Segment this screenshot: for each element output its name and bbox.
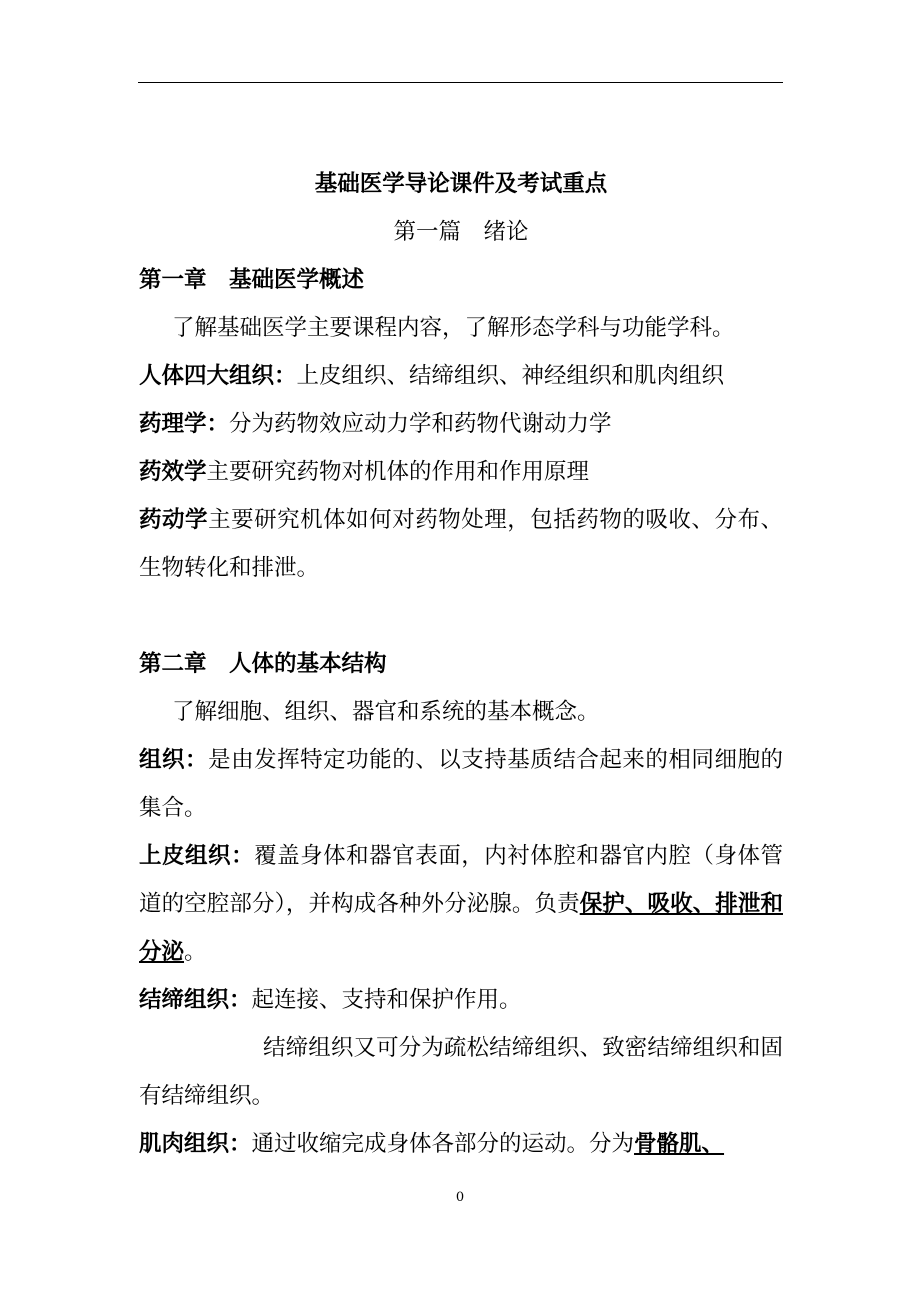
document-title: 基础医学导论课件及考试重点 bbox=[314, 171, 608, 197]
connective-subtypes: 结缔组织又可分为疏松结缔组织、致密结缔组织和固有结缔组织。 bbox=[139, 1035, 783, 1109]
chapter2-heading: 第二章 人体的基本结构 bbox=[139, 651, 387, 677]
page-number: 0 bbox=[455, 1190, 465, 1205]
section-spacer bbox=[139, 592, 783, 640]
part-heading: 第一篇 绪论 bbox=[393, 219, 529, 245]
epithelial-definition: 上皮组织：覆盖身体和器官表面，内衬体腔和器官内腔（身体管道的空腔部分），并构成各种外分泌腺。负责保护、吸收、排泄和分泌。 bbox=[139, 843, 783, 965]
pharmacokinetics-definition: 药动学主要研究机体如何对药物处理，包括药物的吸收、分布、生物转化和排泄。 bbox=[139, 507, 783, 581]
chapter1-heading: 第一章 基础医学概述 bbox=[139, 267, 365, 293]
tissue-definition: 组织：是由发挥特定功能的、以支持基质结合起来的相同细胞的集合。 bbox=[139, 747, 783, 821]
chapter2-intro: 了解细胞、组织、器官和系统的基本概念。 bbox=[172, 699, 600, 725]
chapter1-intro: 了解基础医学主要课程内容，了解形态学科与功能学科。 bbox=[172, 315, 735, 341]
document-body bbox=[139, 160, 783, 1168]
header-rule bbox=[138, 82, 783, 83]
muscle-definition: 肌肉组织：通过收缩完成身体各部分的运动。分为骨骼肌、 bbox=[139, 1131, 725, 1157]
pharmacodynamics-definition: 药效学主要研究药物对机体的作用和作用原理 bbox=[139, 459, 590, 485]
tissues-definition: 人体四大组织：上皮组织、结缔组织、神经组织和肌肉组织 bbox=[139, 363, 725, 389]
pharmacology-definition: 药理学：分为药物效应动力学和药物代谢动力学 bbox=[139, 411, 612, 437]
connective-definition: 结缔组织：起连接、支持和保护作用。 bbox=[139, 987, 522, 1013]
